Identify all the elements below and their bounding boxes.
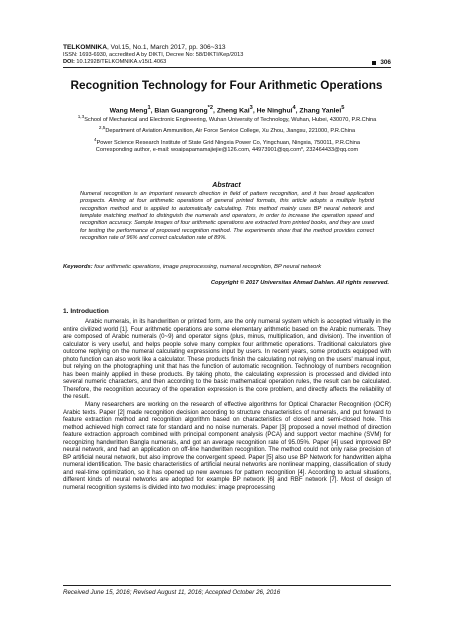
journal-name: TELKOMNIKA bbox=[63, 44, 107, 51]
intro-body bbox=[63, 318, 391, 492]
section-heading: 1. Introduction bbox=[63, 308, 109, 315]
author-sup: 1 bbox=[147, 105, 151, 111]
author: Zhang Yanlei bbox=[299, 107, 342, 115]
page-number-value: 306 bbox=[380, 59, 391, 66]
affiliation: $^4$Power Science Research Institute of State Grid Ningxia Power Co, Yingchuan, Ningxia, 750011, P.R.China bbox=[93, 136, 361, 146]
paper-title: Recognition Technology for Four Arithmetic Operations bbox=[70, 78, 383, 92]
copyright-notice: Copyright © 2017 Universitas Ahmad Dahlan. All rights reserved. bbox=[210, 280, 389, 286]
keywords-line bbox=[63, 264, 391, 271]
abstract-text: Numeral recognition is an important research direction in field of pattern recognition, and it has broad application prospects. Aiming at four arithmetic operations of general printed formats, this article adopts a multiple hybrid recognition method and is applied to automatically calculating. This method mainly uses BP neural network and template matching method to distinguish the numerals and operators, in order to increase the operation speed and recognition accuracy. Sample images of four arithmetic operations are extracted from printed books, and they are used for testing the performance of proposed recognition method. The experiments show that the method provides correct recognition rate of 96% and correct calculation rate of 89%. bbox=[80, 191, 374, 242]
doi-line bbox=[63, 59, 393, 66]
journal-citation: , Vol.15, No.1, March 2017, pp. 306~313 bbox=[106, 44, 226, 51]
keywords-text: four arithmetic operations, image preprocessing, numeral recognition, BP neural network bbox=[92, 264, 322, 270]
author-sup: *2 bbox=[207, 105, 214, 111]
square-bullet-icon bbox=[372, 61, 376, 65]
author: He Ninghui bbox=[256, 107, 293, 115]
page-number bbox=[372, 59, 391, 66]
doi-value: 10.12928/TELKOMNIKA.v15i1.4063 bbox=[74, 59, 167, 65]
abstract-heading: Abstract bbox=[212, 182, 241, 189]
affiliation: $^{2,5}$Department of Aviation Ammunition, Air Force Service College, Xu Zhou, Jiangsu, 221000, P.R.China bbox=[98, 125, 356, 135]
paragraph: Many researchers are working on the research of effective algorithms for Optical Character Recognition (OCR) Arabic texts. Paper [2] made recognition decision according to structure characteristics of numerals, and put forward to feature extraction method and recognition algorithm based on characteristics of closed and semi-closed hole. This method achieved high correct rate for standard and no noise numerals. Paper [3] proposed a novel method of direction feature extraction approach combined with principal component analysis (PCA) and support vector machine (SVM) for recognizing handwritten Bangla numerals, and got an average recognition rate of 95.05%. Paper [4] used improved BP neural network, and had an application on off-line handwritten recognition. The method could not only raise precision of BP artificial neural network, but also improve the convergent speed. Paper [5] also use BP Network for handwritten alpha numeral identification. The basic characteristics of artificial neural networks are nonlinear mapping, classification of study and real-time optimization, so it has opened up new avenues for pattern recognition [4]. According to actual situations, different kinds of neural networks are adopted for example BP network [6] and RBF network [7]. Most of design of numeral recognition systems is divided into two modules: image preprocessing bbox=[63, 401, 391, 492]
affiliation: $^{1,3}$School of Mechanical and Electronic Engineering, Wuhan University of Technology, Wuhan, Hubei, 430070, P.R.China bbox=[77, 114, 377, 123]
header-rule bbox=[63, 67, 391, 68]
author: Zheng Kai bbox=[216, 107, 250, 115]
paragraph: Arabic numerals, in its handwritten or printed form, are the only numeral system which is accepted virtually in the entire civilized world [1]. Four arithmetic operations are some elementary arithmetic based on the Arabic numerals. They are composed of Arabic numerals (0~9) and operator signs (plus, minus, multiplication, and division). The invention of calculator is very useful, and helps people solve many complex four arithmetic operations. Traditional calculators give outcome replying on the numeral calculating expressions input by users. In recent years, some products equipped with photo function can also work like a calculator. These products finish the calculating not relying on the users' manual input, but relying on the photographing unit that has the function of automatic recognition. Technology of numbers recognition has been mainly applied in these products. By taking photo, the calculating expression is processed and divided into several numeric characters, and then according to the basic mathematical operation rules, the result can be calculated. Therefore, the recognition accuracy of the operation expression is the core problem, and directly affects the reliability of the result. bbox=[63, 318, 391, 401]
affiliations bbox=[63, 113, 391, 154]
author-list: Wang Meng$^1$, Bian Guangrong$^{*2}$, Zheng Kai$^3$, He Ninghui$^4$, Zhang Yanlei$^5$ bbox=[109, 105, 345, 115]
author: Wang Meng bbox=[109, 107, 148, 115]
keywords-label: Keywords: bbox=[63, 264, 93, 270]
author-sup: 3 bbox=[249, 105, 253, 111]
issn-line: ISSN: 1693-6930, accredited A by DIKTI, Decree No: 58/DIKTI/Kep/2013 bbox=[63, 52, 244, 58]
journal-header bbox=[63, 44, 393, 66]
doi-label: DOI: bbox=[63, 59, 75, 65]
footer-rule bbox=[63, 585, 391, 586]
author-sup: 4 bbox=[292, 105, 296, 111]
author-sup: 5 bbox=[341, 105, 345, 111]
received-dates: Received June 15, 2016; Revised August 11, 2016; Accepted October 26, 2016 bbox=[63, 589, 281, 596]
corresponding-author: Corresponding author, e-mail: woaipapamamajiejie@126.com, 44973901@qq.com*, 232464433@qq.com bbox=[95, 146, 359, 153]
author: Bian Guangrong bbox=[154, 107, 208, 115]
